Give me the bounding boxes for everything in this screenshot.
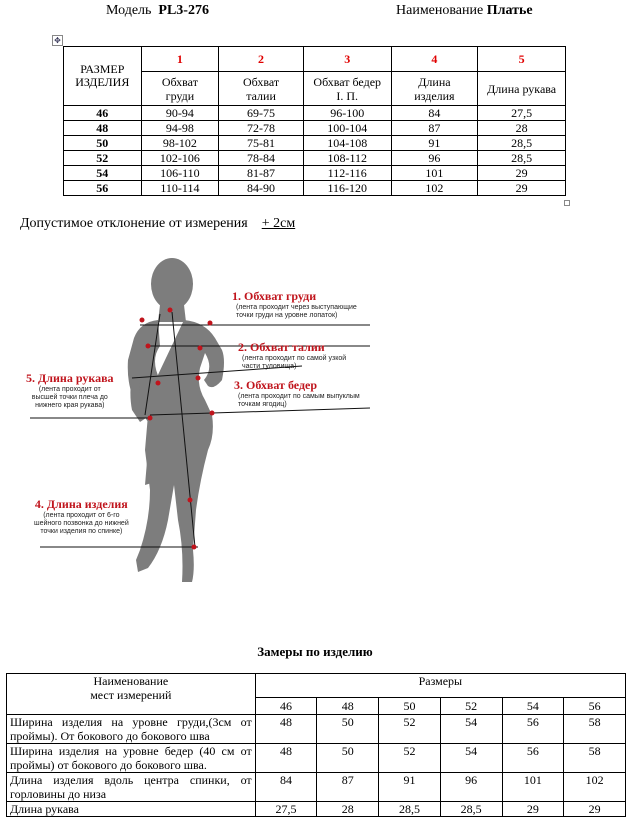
table-cell: 28 [317,802,379,817]
table-cell: 28 [478,121,566,136]
table-cell: 87 [391,121,478,136]
tolerance-value: + 2см [261,216,296,231]
name-label: Наименование [396,3,484,18]
table-cell: 101 [391,166,478,181]
label-title: 5. Длина рукава [26,371,114,385]
label-chest [232,289,357,320]
table-row [7,715,626,744]
table-cell: 90-94 [141,106,219,121]
size-cell: 50 [64,136,142,151]
table-cell: 56 [502,744,564,773]
table-resize-handle[interactable] [564,200,570,206]
size-header: РАЗМЕР ИЗДЕЛИЯ [64,47,142,106]
table-cell: 100-104 [303,121,391,136]
col-number: 2 [219,47,304,72]
model-line [106,3,209,19]
size-row [64,106,566,121]
size-col-header: 56 [564,698,626,715]
table-cell: 91 [391,136,478,151]
size-col-header: 48 [317,698,379,715]
measure-name: Длина рукава [7,802,256,817]
col-number: 1 [141,47,219,72]
size-cell: 54 [64,166,142,181]
table-cell: 106-110 [141,166,219,181]
table-cell: 28,5 [478,151,566,166]
col-number: 5 [478,47,566,72]
label-title: 4. Длина изделия [34,497,128,511]
col-number: 4 [391,47,478,72]
table-cell: 56 [502,715,564,744]
label-sleeve [26,371,114,410]
col-header: Длина рукава [478,72,566,106]
table-cell: 28,5 [440,802,502,817]
table-cell: 91 [379,773,441,802]
table-cell: 98-102 [141,136,219,151]
tolerance-text: Допустимое отклонение от измерения [20,216,248,231]
table-cell: 28,5 [478,136,566,151]
label-sub: (лента проходит от 6-го шейного позвонка до нижней точки изделия по спинке) [34,512,129,535]
label-sub: (лента проходит через выступающие точки груди на уровне лопаток) [236,304,357,319]
tolerance-line [20,216,295,232]
model-label: Модель [106,3,152,18]
measure-name: Длина изделия вдоль центра спинки, от горловины до низа [7,773,256,802]
table-cell: 110-114 [141,181,219,196]
size-row [64,166,566,181]
table-cell: 108-112 [303,151,391,166]
size-row [64,121,566,136]
size-table [63,46,566,196]
table-cell: 28,5 [379,802,441,817]
table-cell: 78-84 [219,151,304,166]
measurements-table [6,673,626,817]
table-cell: 96 [440,773,502,802]
table-cell: 96 [391,151,478,166]
size-col-header: 54 [502,698,564,715]
table-cell: 54 [440,715,502,744]
col-header: Обхват бедер I. П. [303,72,391,106]
table-cell: 102 [391,181,478,196]
size-col-header: 46 [255,698,317,715]
sizes-header: Размеры [255,674,625,698]
table-cell: 84 [255,773,317,802]
table-cell: 104-108 [303,136,391,151]
label-title: 3. Обхват бедер [234,378,318,392]
table-cell: 29 [478,166,566,181]
table-cell: 27,5 [478,106,566,121]
label-waist [238,340,346,371]
label-length [34,497,129,536]
table-move-handle-icon[interactable]: ✥ [52,35,63,46]
table-cell: 72-78 [219,121,304,136]
table-cell: 96-100 [303,106,391,121]
label-sub: (лента проходит по самой узкой части туловища) [242,355,347,370]
table-cell: 94-98 [141,121,219,136]
table-cell: 102-106 [141,151,219,166]
name-line [396,3,533,19]
table-cell: 52 [379,715,441,744]
size-cell: 52 [64,151,142,166]
table-row [7,773,626,802]
table-cell: 75-81 [219,136,304,151]
table-cell: 29 [564,802,626,817]
col-header: Обхват талии [219,72,304,106]
table-cell: 50 [317,715,379,744]
table-cell: 29 [478,181,566,196]
table-cell: 112-116 [303,166,391,181]
col-header: Длина изделия [391,72,478,106]
size-row [64,136,566,151]
size-cell: 56 [64,181,142,196]
table-row [7,744,626,773]
table-cell: 27,5 [255,802,317,817]
size-col-header: 50 [379,698,441,715]
table-cell: 102 [564,773,626,802]
table-cell: 87 [317,773,379,802]
table-cell: 81-87 [219,166,304,181]
table-cell: 48 [255,715,317,744]
label-sub: (лента проходит от высшей точки плеча до нижнего края рукава) [31,386,108,409]
measurements-title: Замеры по изделию [257,644,373,659]
table-cell: 58 [564,715,626,744]
table-cell: 101 [502,773,564,802]
size-cell: 46 [64,106,142,121]
size-col-header: 52 [440,698,502,715]
col-number: 3 [303,47,391,72]
table-cell: 48 [255,744,317,773]
table-cell: 84 [391,106,478,121]
size-row [64,181,566,196]
table-cell: 54 [440,744,502,773]
label-title: 2. Обхват талии [238,340,325,354]
measure-name: Ширина изделия на уровне бедер (40 см от проймы) от бокового до бокового шва. [7,744,256,773]
name-header: Наименование мест измерений [7,674,256,715]
table-cell: 116-120 [303,181,391,196]
col-header: Обхват груди [141,72,219,106]
label-sub: (лента проходит по самым выпуклым точкам ягодиц) [238,393,360,408]
table-cell: 52 [379,744,441,773]
label-hips [234,378,360,409]
measure-name: Ширина изделия на уровне груди,(3см от проймы). От бокового до бокового шва [7,715,256,744]
silhouette [128,258,224,582]
table-cell: 50 [317,744,379,773]
table-row [7,802,626,817]
table-cell: 69-75 [219,106,304,121]
name-value: Платье [486,3,533,18]
table-cell: 84-90 [219,181,304,196]
model-value: PL3-276 [158,3,209,18]
table-cell: 29 [502,802,564,817]
size-row [64,151,566,166]
size-cell: 48 [64,121,142,136]
table-cell: 58 [564,744,626,773]
label-title: 1. Обхват груди [232,289,317,303]
